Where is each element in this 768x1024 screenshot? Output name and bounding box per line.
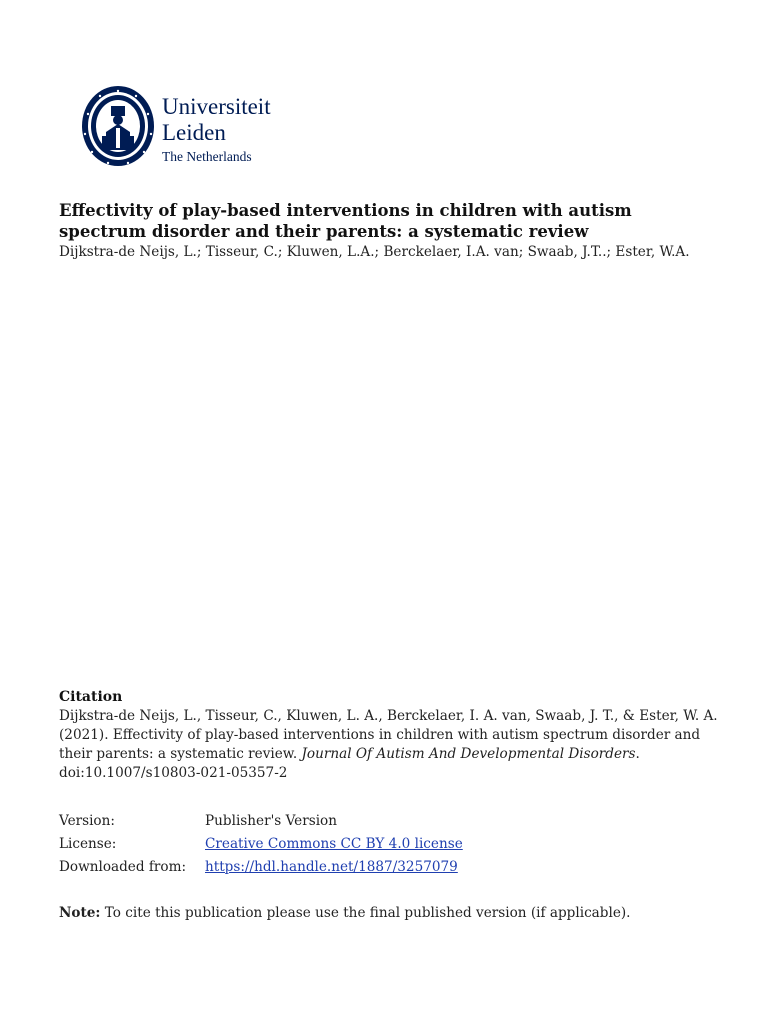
- logo-line-netherlands: The Netherlands: [162, 149, 252, 164]
- logo-line-leiden: Leiden: [162, 120, 226, 145]
- version-value: Publisher's Version: [205, 813, 337, 829]
- note-text: To cite this publication please use the final published version (if applicable).: [100, 905, 631, 921]
- publication-metadata: [59, 810, 463, 879]
- note: [59, 904, 631, 923]
- downloaded-label: Downloaded from:: [59, 859, 187, 875]
- downloaded-row: [59, 856, 463, 879]
- citation-text-main: Dijkstra-de Neijs, L., Tisseur, C., Kluwen, L. A., Berckelaer, I. A. van, Swaab, J. T., & Ester, W. A. (2021). Effectivity of play-based interventions in children with autism spectrum disorder and their parents: a systematic review.: [59, 708, 718, 762]
- citation-text: [59, 707, 719, 783]
- version-label: Version:: [59, 813, 115, 829]
- note-label: Note:: [59, 905, 101, 921]
- logo-line-universiteit: Universiteit: [162, 94, 271, 119]
- citation-doi: . doi:10.1007/s10803-021-05357-2: [59, 746, 640, 781]
- version-row: [59, 810, 463, 833]
- citation-journal: Journal Of Autism And Developmental Disorders: [301, 746, 636, 762]
- university-seal-icon: [80, 84, 156, 168]
- university-logo: [60, 60, 278, 194]
- license-label: License:: [59, 836, 117, 852]
- license-row: [59, 833, 463, 856]
- publication-authors: Dijkstra-de Neijs, L.; Tisseur, C.; Kluwen, L.A.; Berckelaer, I.A. van; Swaab, J.T..; Ester, W.A.: [59, 244, 690, 260]
- license-link[interactable]: Creative Commons CC BY 4.0 license: [205, 836, 463, 852]
- citation-heading: Citation: [59, 689, 123, 705]
- publication-title: Effectivity of play-based interventions in children with autism spectrum disorder and their parents: a systematic review: [59, 201, 632, 241]
- handle-link[interactable]: https://hdl.handle.net/1887/3257079: [205, 859, 458, 875]
